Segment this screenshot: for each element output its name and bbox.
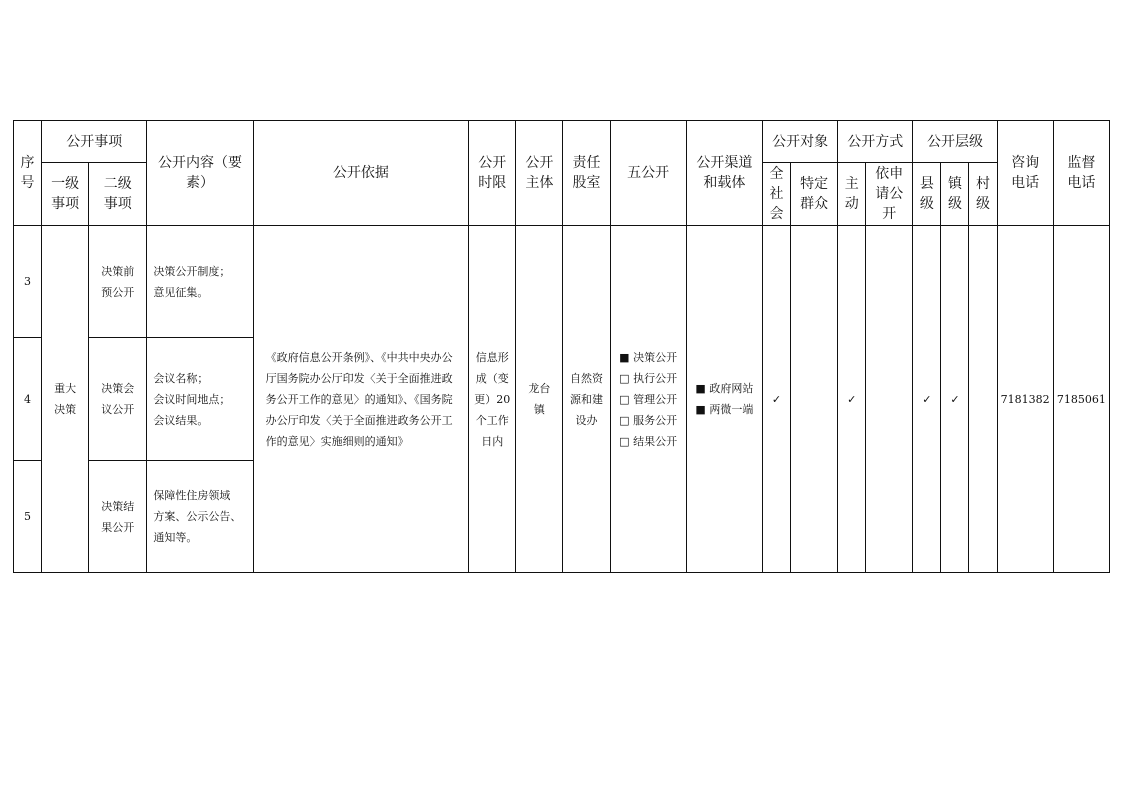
row-seq: 3 — [14, 226, 42, 338]
five-item: □ 结果公开 — [619, 431, 677, 452]
header-layer-village: 村级 — [969, 163, 997, 226]
five-item: □ 服务公开 — [619, 410, 677, 431]
row-level2: 决策结果公开 — [89, 461, 147, 573]
content-line: 保障性住房领域 — [153, 489, 231, 502]
content-line: 决策公开制度； — [153, 264, 231, 278]
subject: 龙台镇 — [516, 226, 563, 573]
five-item: □ 管理公开 — [619, 389, 677, 410]
row-content — [147, 338, 253, 461]
header-content: 公开内容（要素） — [147, 121, 253, 226]
check-layer-county: ✓ — [913, 226, 941, 573]
row-content — [147, 226, 253, 338]
header-basis: 公开依据 — [253, 121, 469, 226]
header-layer: 公开层级 — [913, 121, 997, 163]
check-target-specific — [791, 226, 838, 573]
header-channel: 公开渠道和载体 — [686, 121, 762, 226]
basis-text: 《政府信息公开条例》、《中共中央办公厅国务院办公厅印发〈关于全面推进政务公开工作的意见〉的通知》、《国务院办公厅印发〈关于全面推进政务公开工作的意见〉实施细则的通知》 — [253, 226, 469, 573]
office: 自然资源和建设办 — [563, 226, 610, 573]
check-target-all: ✓ — [762, 226, 790, 573]
five-list — [610, 226, 686, 573]
time-limit: 信息形成（变更）20个工作日内 — [469, 226, 516, 573]
header-method: 公开方式 — [838, 121, 913, 163]
header-consult: 咨询电话 — [997, 121, 1053, 226]
check-layer-village — [969, 226, 997, 573]
row-content — [147, 461, 253, 573]
content-line: 通知等。 — [153, 531, 198, 544]
header-subject: 公开主体 — [516, 121, 563, 226]
channel-list — [686, 226, 762, 573]
header-five: 五公开 — [610, 121, 686, 226]
channel-item: ■ 两微一端 — [695, 399, 753, 420]
empty-box-icon: □ — [619, 392, 630, 406]
five-item: ■ 决策公开 — [619, 347, 677, 368]
supervise-phone: 7185061 — [1053, 226, 1109, 573]
empty-box-icon: □ — [619, 371, 630, 385]
check-layer-town: ✓ — [941, 226, 969, 573]
header-method-active: 主动 — [838, 163, 866, 226]
check-method-apply — [866, 226, 913, 573]
header-target-specific: 特定群众 — [791, 163, 838, 226]
header-layer-town: 镇级 — [941, 163, 969, 226]
header-seq: 序号 — [14, 121, 42, 226]
channel-item: ■ 政府网站 — [695, 378, 753, 399]
consult-phone: 7181382 — [997, 226, 1053, 573]
check-method-active: ✓ — [838, 226, 866, 573]
row-level2: 决策会议公开 — [89, 338, 147, 461]
content-line: 方案、公示公告、 — [153, 510, 242, 523]
header-target-all: 全社会 — [762, 163, 790, 226]
empty-box-icon: □ — [619, 434, 630, 448]
five-item: □ 执行公开 — [619, 368, 677, 389]
row-seq: 4 — [14, 338, 42, 461]
header-item: 公开事项 — [42, 121, 147, 163]
content-line: 意见征集。 — [153, 285, 209, 299]
table-row — [14, 226, 1110, 338]
header-target: 公开对象 — [762, 121, 837, 163]
content-line: 会议时间地点； — [153, 392, 231, 406]
row-level2: 决策前预公开 — [89, 226, 147, 338]
header-row-1 — [14, 121, 1110, 163]
header-method-apply: 依申请公开 — [866, 163, 913, 226]
header-time-limit: 公开时限 — [469, 121, 516, 226]
filled-box-icon: ■ — [695, 403, 706, 416]
content-line: 会议名称； — [153, 371, 209, 385]
content-line: 会议结果。 — [153, 413, 209, 427]
filled-box-icon: ■ — [619, 350, 630, 364]
header-level2: 二级事项 — [89, 163, 147, 226]
header-office: 责任股室 — [563, 121, 610, 226]
disclosure-table — [13, 120, 1110, 573]
level1-item: 重大决策 — [42, 226, 89, 573]
header-supervise: 监督电话 — [1053, 121, 1109, 226]
filled-box-icon: ■ — [695, 382, 706, 395]
header-layer-county: 县级 — [913, 163, 941, 226]
row-seq: 5 — [14, 461, 42, 573]
empty-box-icon: □ — [619, 413, 630, 427]
header-level1: 一级事项 — [42, 163, 89, 226]
